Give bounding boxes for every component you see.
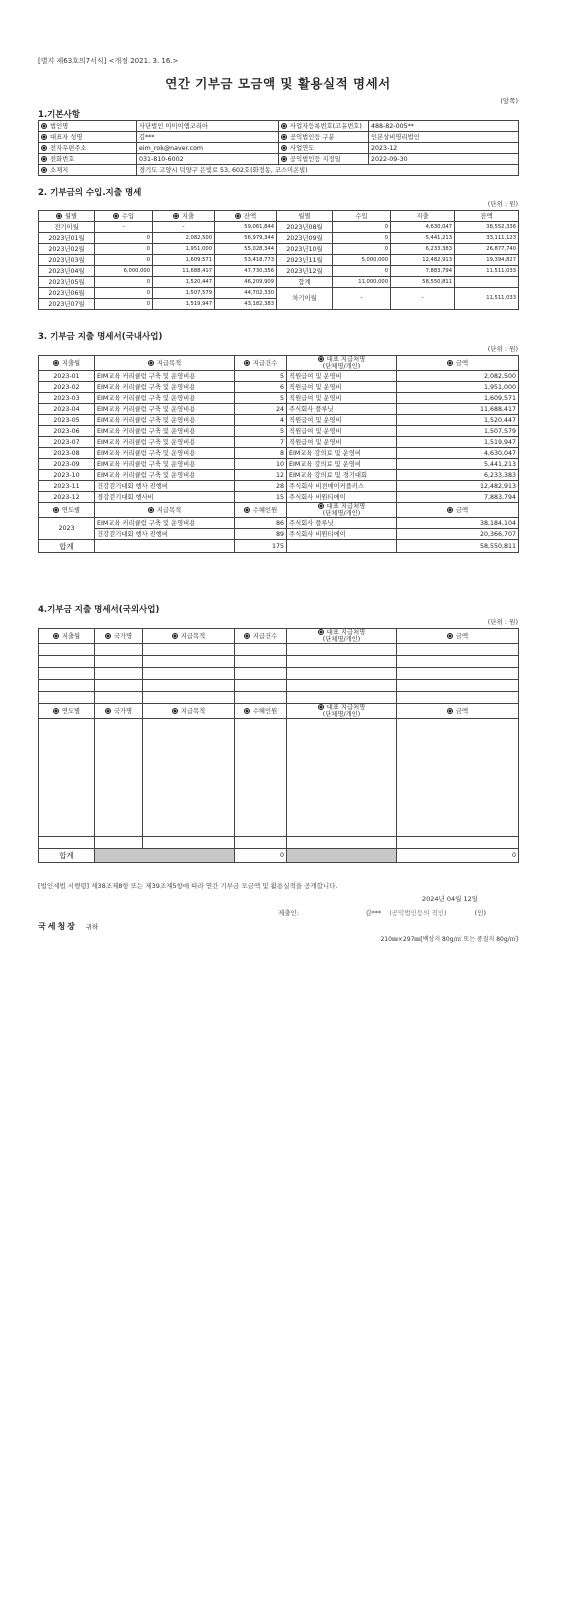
table-cell: 47,730,356 xyxy=(215,266,277,277)
month-cell: 2023-06 xyxy=(39,426,95,437)
empty-cell xyxy=(397,644,519,656)
count-cell: 5 xyxy=(235,371,287,382)
table-cell: 2023년09월 xyxy=(277,233,333,244)
field-value: 사단법인 이이이엠코리아 xyxy=(137,121,279,132)
empty-cell xyxy=(39,837,95,849)
empty-cell xyxy=(95,680,143,692)
month-cell: 2023-01 xyxy=(39,371,95,382)
expense-row xyxy=(39,459,519,470)
unit-label-3: (단위 : 원) xyxy=(487,345,518,353)
count-cell: 7 xyxy=(235,437,287,448)
expense-row xyxy=(39,470,519,481)
submitter-note: (공익법인등의 직인) xyxy=(389,909,447,917)
table-cell: 2023년04월 xyxy=(39,266,95,277)
field-value: 488-82-005** xyxy=(369,121,519,132)
empty-cell xyxy=(39,719,95,837)
payee-cell: 주식회사 비원티에이 xyxy=(287,492,397,503)
header-row-2 xyxy=(39,503,519,518)
table-cell: 55,028,344 xyxy=(215,244,277,255)
income-row xyxy=(39,244,519,255)
table-cell: 1,520,447 xyxy=(153,277,215,288)
field-label: 전자우편주소 xyxy=(39,143,137,154)
expense-row xyxy=(39,382,519,393)
table-cell: 2023년10월 xyxy=(277,244,333,255)
table-cell: 33,111,123 xyxy=(455,233,519,244)
legal-notice: [법인세법 시행령] 제38조제8항 또는 제39조제5항에 따라 연간 기부금 모금액 및 활용실적을 공개합니다. xyxy=(38,882,338,890)
payee-cell: 직원급여 및 운영비 xyxy=(287,371,397,382)
empty-cell xyxy=(287,837,397,849)
count-cell: 10 xyxy=(235,459,287,470)
total-amount: 58,550,811 xyxy=(397,540,519,553)
expense-row xyxy=(39,437,519,448)
form-number: [별지 제63호의7서식] <개정 2021. 3. 16.> xyxy=(38,57,179,65)
yearly-row xyxy=(39,518,519,529)
payee-cell: 직원급여 및 운영비 xyxy=(287,415,397,426)
table-cell: - xyxy=(95,222,153,233)
empty-cell xyxy=(95,837,143,849)
purpose-cell: 건강걷기대회 행사 진행비 xyxy=(95,529,235,540)
total-row xyxy=(39,849,519,863)
month-cell: 2023-07 xyxy=(39,437,95,448)
empty-cell xyxy=(95,540,235,553)
purpose-cell: EIM교육 커리큘럼 구축 및 운영비용 xyxy=(95,426,235,437)
total-cell: 합계 xyxy=(277,277,333,288)
expense-row xyxy=(39,371,519,382)
purpose-cell: EIM교육 커리큘럼 구축 및 운영비용 xyxy=(95,437,235,448)
table-cell: 5,000,000 xyxy=(333,255,391,266)
table-cell: 1,609,571 xyxy=(153,255,215,266)
column-header: 국가명 xyxy=(95,629,143,644)
table-cell: 2023년07월 xyxy=(39,299,95,310)
column-header: 연도별 xyxy=(39,503,95,518)
table-cell: 2023년02월 xyxy=(39,244,95,255)
empty-cell xyxy=(397,680,519,692)
column-header: 지급목적 xyxy=(95,356,235,371)
purpose-cell: EIM교육 커리큘럼 구축 및 운영비용 xyxy=(95,404,235,415)
field-value: 2023-12 xyxy=(369,143,519,154)
amount-cell: 11,688,417 xyxy=(397,404,519,415)
empty-cell xyxy=(235,837,287,849)
empty-cell xyxy=(397,692,519,704)
field-value: eim_rok@naver.com xyxy=(137,143,279,154)
income-row xyxy=(39,277,519,288)
table-cell: 0 xyxy=(333,244,391,255)
recipient xyxy=(38,921,98,932)
amount-cell: 1,951,000 xyxy=(397,382,519,393)
table-cell: 0 xyxy=(95,288,153,299)
empty-cell xyxy=(397,837,519,849)
submission-date: 2024년 04월 12일 xyxy=(421,895,478,903)
total-amount: 0 xyxy=(397,849,519,863)
table-cell: 11,511,033 xyxy=(455,266,519,277)
purpose-cell: EIM교육 커리큘럼 구축 및 운영비용 xyxy=(95,448,235,459)
empty-cell xyxy=(95,656,143,668)
table-cell: 2023년01월 xyxy=(39,233,95,244)
table-cell: 4,630,047 xyxy=(391,222,455,233)
month-cell: 2023-03 xyxy=(39,393,95,404)
year-cell: 2023 xyxy=(39,518,95,540)
field-label: 법인명 xyxy=(39,121,137,132)
table-cell: 59,061,844 xyxy=(215,222,277,233)
income-row xyxy=(39,266,519,277)
column-header: 지급건수 xyxy=(235,356,287,371)
month-cell: 2023-05 xyxy=(39,415,95,426)
table-cell: 11,688,417 xyxy=(153,266,215,277)
unit-label-2: (단위 : 원) xyxy=(487,200,518,208)
table-cell: 2023년03월 xyxy=(39,255,95,266)
amount-cell: 5,441,213 xyxy=(397,459,519,470)
column-header: 지급목적 xyxy=(143,629,235,644)
table-cell: 19,394,827 xyxy=(455,255,519,266)
count-cell: 28 xyxy=(235,481,287,492)
table-cell: 2023년11월 xyxy=(277,255,333,266)
paper-spec: 210㎜×297㎜[백상지 80g/㎡ 또는 중질지 80g/㎡] xyxy=(380,936,518,943)
table-cell: 1,951,000 xyxy=(153,244,215,255)
column-header: 월별 xyxy=(277,211,333,222)
field-label: 공익법인등 구분 xyxy=(279,132,369,143)
table-cell: 43,182,383 xyxy=(215,299,277,310)
income-row xyxy=(39,288,519,299)
empty-cell xyxy=(39,680,95,692)
field-label: 소재지 xyxy=(39,165,137,176)
submitter-name: 김*** xyxy=(365,909,382,917)
purpose-cell: EIM교육 커리큘럼 구축 및 운영비용 xyxy=(95,393,235,404)
empty-cell xyxy=(39,656,95,668)
table-cell: 전기이월 xyxy=(39,222,95,233)
submitter-label: 제출인: xyxy=(278,909,300,917)
basic-info-row xyxy=(39,154,519,165)
empty-cell xyxy=(287,692,397,704)
table-cell: 2023년12월 xyxy=(277,266,333,277)
table-cell: 0 xyxy=(95,277,153,288)
month-cell: 2023-10 xyxy=(39,470,95,481)
purpose-cell: EIM교육 커리큘럼 구축 및 운영비용 xyxy=(95,518,235,529)
empty-cell xyxy=(39,644,95,656)
column-header: 수혜인원 xyxy=(235,503,287,518)
yearly-empty-row xyxy=(39,837,519,849)
header-row xyxy=(39,211,519,222)
empty-cell xyxy=(143,656,235,668)
total-row xyxy=(39,540,519,553)
empty-cell xyxy=(397,656,519,668)
count-cell: 5 xyxy=(235,426,287,437)
shaded-cell xyxy=(287,849,397,863)
column-header: 국가명 xyxy=(95,704,143,719)
amount-cell: 7,883,794 xyxy=(397,492,519,503)
document-title: 연간 기부금 모금액 및 활용실적 명세서 xyxy=(165,76,391,91)
field-label: 공익법인등 지정일 xyxy=(279,154,369,165)
yearly-empty-row xyxy=(39,719,519,837)
count-cell: 12 xyxy=(235,470,287,481)
header-row xyxy=(39,629,519,644)
column-header: 수입 xyxy=(95,211,153,222)
amount-cell: 6,233,383 xyxy=(397,470,519,481)
basic-info-table xyxy=(38,120,519,176)
payee-cell: 주식회사 플루닛 xyxy=(287,404,397,415)
section4-heading: 4.기부금 지출 명세서(국외사업) xyxy=(38,605,160,615)
amount-cell: 1,507,579 xyxy=(397,426,519,437)
empty-cell xyxy=(397,719,519,837)
payee-cell: 직원급여 및 운영비 xyxy=(287,426,397,437)
header-row-2 xyxy=(39,704,519,719)
empty-cell xyxy=(287,668,397,680)
count-cell: 15 xyxy=(235,492,287,503)
table-cell: 0 xyxy=(333,222,391,233)
table-cell: 0 xyxy=(333,233,391,244)
basic-info-row xyxy=(39,121,519,132)
empty-cell xyxy=(235,668,287,680)
shaded-cell xyxy=(95,849,235,863)
total-label: 합계 xyxy=(39,540,95,553)
table-cell: 2,082,500 xyxy=(153,233,215,244)
column-header: 연도별 xyxy=(39,704,95,719)
field-label: 사업자등록번호(고유번호) xyxy=(279,121,369,132)
column-header: 금액 xyxy=(397,629,519,644)
empty-cell xyxy=(287,656,397,668)
empty-cell xyxy=(235,719,287,837)
empty-cell xyxy=(95,692,143,704)
empty-cell xyxy=(39,668,95,680)
table-cell: 7,883,794 xyxy=(391,266,455,277)
table-cell: 26,877,740 xyxy=(455,244,519,255)
purpose-cell: 건강걷기대회 행사 진행비 xyxy=(95,481,235,492)
table-cell: 12,482,913 xyxy=(391,255,455,266)
count-cell: 8 xyxy=(235,448,287,459)
table-cell: 1,519,947 xyxy=(153,299,215,310)
count-cell: 89 xyxy=(235,529,287,540)
table-cell: 38,552,336 xyxy=(455,222,519,233)
front-label: (앞쪽) xyxy=(500,97,518,105)
purpose-cell: EIM교육 커리큘럼 구축 및 운영비용 xyxy=(95,470,235,481)
empty-cell xyxy=(95,719,143,837)
foreign-expense-table xyxy=(38,628,519,863)
recipient-suffix: 귀하 xyxy=(85,923,99,931)
column-header: 지출월 xyxy=(39,629,95,644)
table-cell: 6,233,383 xyxy=(391,244,455,255)
empty-cell xyxy=(287,540,397,553)
expense-row xyxy=(39,426,519,437)
count-cell: 24 xyxy=(235,404,287,415)
field-label: 전화번호 xyxy=(39,154,137,165)
submitter-line xyxy=(278,908,518,917)
table-cell: 0 xyxy=(95,255,153,266)
amount-cell: 12,482,913 xyxy=(397,481,519,492)
empty-cell xyxy=(143,680,235,692)
column-header: 지급목적 xyxy=(95,503,235,518)
empty-cell xyxy=(235,680,287,692)
payee-cell: EIM교육 강의료 및 운영비 xyxy=(287,459,397,470)
empty-cell xyxy=(95,668,143,680)
income-row xyxy=(39,255,519,266)
payee-cell: 주식회사 비젼메이커플러스 xyxy=(287,481,397,492)
domestic-expense-table xyxy=(38,355,519,553)
table-cell: 1,507,579 xyxy=(153,288,215,299)
empty-cell xyxy=(235,692,287,704)
yearly-row xyxy=(39,529,519,540)
table-cell: 0 xyxy=(95,244,153,255)
column-header: 수입 xyxy=(333,211,391,222)
purpose-cell: EIM교육 커리큘럼 구축 및 운영비용 xyxy=(95,371,235,382)
expense-row xyxy=(39,415,519,426)
carryover-cell: - xyxy=(333,288,391,310)
empty-cell xyxy=(287,719,397,837)
empty-cell xyxy=(143,837,235,849)
empty-cell xyxy=(235,644,287,656)
column-header: 지출월 xyxy=(39,356,95,371)
empty-cell xyxy=(39,692,95,704)
payee-cell: EIM교육 강의료 및 운영비 xyxy=(287,448,397,459)
column-header: 금액 xyxy=(397,704,519,719)
unit-label-4: (단위 : 원) xyxy=(487,618,518,626)
purpose-cell: EIM교육 커리큘럼 구축 및 운영비용 xyxy=(95,382,235,393)
basic-info-row xyxy=(39,143,519,154)
empty-cell xyxy=(143,719,235,837)
address-value: 경기도 고양시 덕양구 은빛로 53, 602호(화정동, 코스미온빌) xyxy=(137,165,519,176)
column-header: 금액 xyxy=(397,356,519,371)
column-header: 지급건수 xyxy=(235,629,287,644)
column-header: 수혜인원 xyxy=(235,704,287,719)
column-header: 대표 지급처명 (단체명/개인) xyxy=(287,503,397,518)
empty-cell xyxy=(235,656,287,668)
table-cell: 0 xyxy=(95,233,153,244)
empty-row xyxy=(39,692,519,704)
basic-info-row xyxy=(39,132,519,143)
income-row xyxy=(39,222,519,233)
column-header: 월별 xyxy=(39,211,95,222)
payee-cell: 직원급여 및 운영비 xyxy=(287,393,397,404)
column-header: 지급목적 xyxy=(143,704,235,719)
column-header: 대표 지급처명 (단체명/개인) xyxy=(287,629,397,644)
income-row xyxy=(39,233,519,244)
field-value: 인본상비영리법인 xyxy=(369,132,519,143)
table-cell: 2023년05월 xyxy=(39,277,95,288)
field-value: 김*** xyxy=(137,132,279,143)
column-header: 지출 xyxy=(391,211,455,222)
table-cell: 6,000,000 xyxy=(95,266,153,277)
total-cell: 11,000,000 xyxy=(333,277,391,288)
header-row xyxy=(39,356,519,371)
expense-row xyxy=(39,448,519,459)
table-cell: - xyxy=(153,222,215,233)
table-cell: 56,979,344 xyxy=(215,233,277,244)
address-row xyxy=(39,165,519,176)
table-cell: 46,209,909 xyxy=(215,277,277,288)
amount-cell: 1,519,947 xyxy=(397,437,519,448)
empty-row xyxy=(39,680,519,692)
amount-cell: 4,630,047 xyxy=(397,448,519,459)
table-cell: 2023년08월 xyxy=(277,222,333,233)
count-cell: 4 xyxy=(235,415,287,426)
month-cell: 2023-12 xyxy=(39,492,95,503)
month-cell: 2023-09 xyxy=(39,459,95,470)
empty-cell xyxy=(287,680,397,692)
amount-cell: 38,184,104 xyxy=(397,518,519,529)
expense-row xyxy=(39,404,519,415)
column-header: 대표 지급처명 (단체명/개인) xyxy=(287,356,397,371)
payee-cell: 주식회사 플루닛 xyxy=(287,518,397,529)
section3-heading: 3. 기부금 지출 명세서(국내사업) xyxy=(38,332,163,342)
field-label: 사업연도 xyxy=(279,143,369,154)
column-header: 지출 xyxy=(153,211,215,222)
amount-cell: 20,366,707 xyxy=(397,529,519,540)
empty-cell xyxy=(143,692,235,704)
total-label: 합계 xyxy=(39,849,95,863)
column-header: 잔액 xyxy=(215,211,277,222)
table-cell: 0 xyxy=(333,266,391,277)
empty-row xyxy=(39,668,519,680)
income-expense-table xyxy=(38,210,519,310)
expense-row xyxy=(39,393,519,404)
count-cell: 6 xyxy=(235,382,287,393)
total-cell xyxy=(455,277,519,288)
empty-cell xyxy=(95,644,143,656)
payee-cell: EIM교육 강의료 및 경기대회 xyxy=(287,470,397,481)
empty-cell xyxy=(397,668,519,680)
empty-cell xyxy=(287,644,397,656)
month-cell: 2023-02 xyxy=(39,382,95,393)
section1-heading: 1.기본사항 xyxy=(38,110,80,120)
purpose-cell: EIM교육 커리큘럼 구축 및 운영비용 xyxy=(95,415,235,426)
month-cell: 2023-11 xyxy=(39,481,95,492)
total-count: 0 xyxy=(235,849,287,863)
section2-heading: 2. 기부금의 수입.지출 명세 xyxy=(38,188,142,198)
field-label: 대표자 성명 xyxy=(39,132,137,143)
expense-row xyxy=(39,492,519,503)
total-cell: 58,550,811 xyxy=(391,277,455,288)
field-value: 031-810-6002 xyxy=(137,154,279,165)
purpose-cell: EIM교육 커리큘럼 구축 및 운영비용 xyxy=(95,459,235,470)
field-value: 2022-09-30 xyxy=(369,154,519,165)
count-cell: 86 xyxy=(235,518,287,529)
month-cell: 2023-08 xyxy=(39,448,95,459)
table-cell: 53,418,773 xyxy=(215,255,277,266)
table-cell: 2023년06월 xyxy=(39,288,95,299)
payee-cell: 주식회사 비원티에이 xyxy=(287,529,397,540)
empty-cell xyxy=(143,668,235,680)
empty-row xyxy=(39,644,519,656)
amount-cell: 1,609,571 xyxy=(397,393,519,404)
empty-row xyxy=(39,656,519,668)
recipient-name: 국세청장 xyxy=(38,922,77,931)
table-cell: 0 xyxy=(95,299,153,310)
empty-cell xyxy=(143,644,235,656)
payee-cell: 직원급여 및 운영비 xyxy=(287,437,397,448)
payee-cell: 직원급여 및 운영비 xyxy=(287,382,397,393)
month-cell: 2023-04 xyxy=(39,404,95,415)
column-header: 금액 xyxy=(397,503,519,518)
count-cell: 5 xyxy=(235,393,287,404)
carryover-cell: 차기이월 xyxy=(277,288,333,310)
table-cell: 44,702,330 xyxy=(215,288,277,299)
table-cell: 5,441,213 xyxy=(391,233,455,244)
amount-cell: 2,082,500 xyxy=(397,371,519,382)
column-header: 잔액 xyxy=(455,211,519,222)
column-header: 대표 지급처명 (단체명/개인) xyxy=(287,704,397,719)
expense-row xyxy=(39,481,519,492)
carryover-cell: - xyxy=(391,288,455,310)
amount-cell: 1,520,447 xyxy=(397,415,519,426)
total-count: 175 xyxy=(235,540,287,553)
purpose-cell: 경강걷기대회 행사비 xyxy=(95,492,235,503)
seal-mark: (인) xyxy=(474,909,487,917)
carryover-cell: 11,511,033 xyxy=(455,288,519,310)
